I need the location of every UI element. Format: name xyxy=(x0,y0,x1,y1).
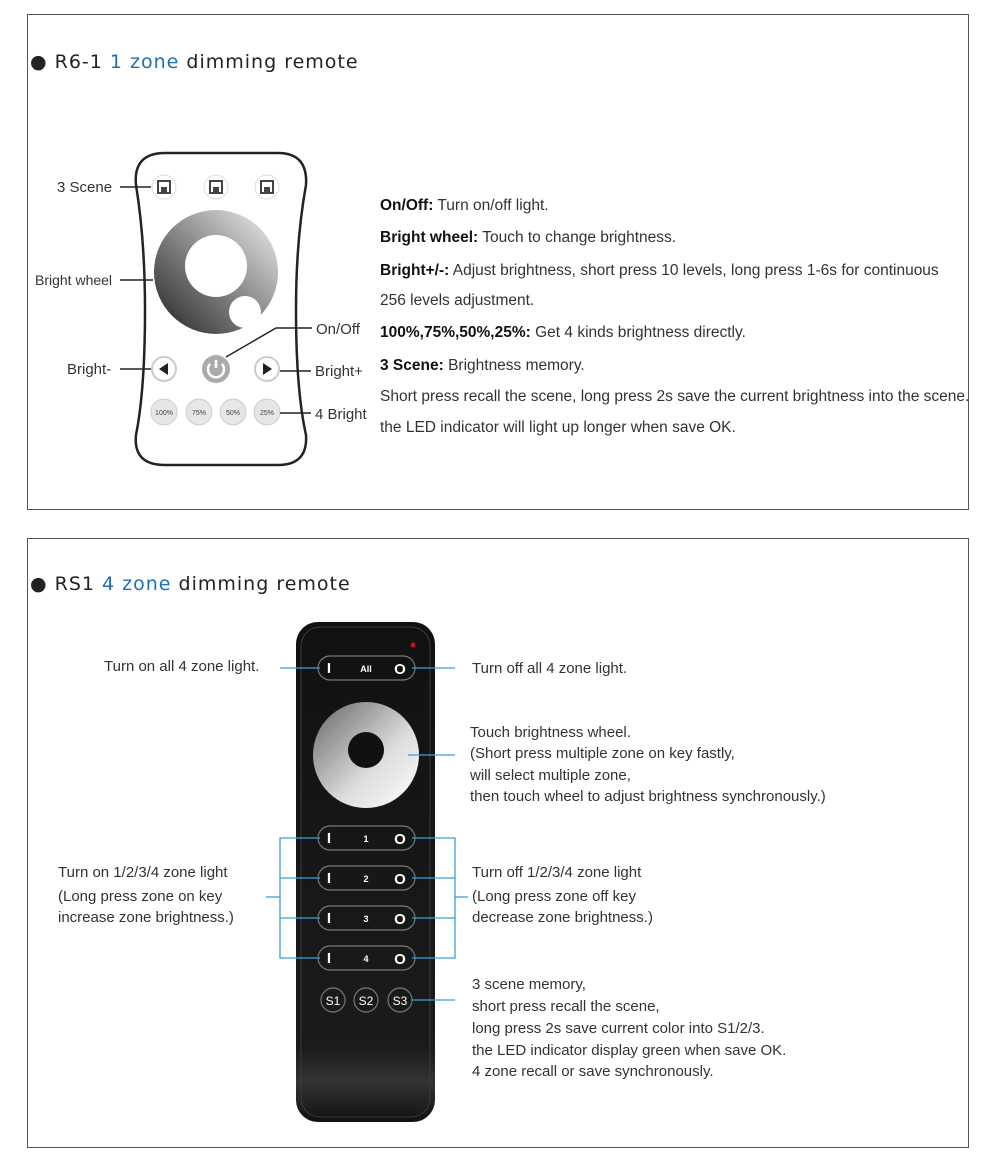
svg-text:I: I xyxy=(326,950,332,967)
led-indicator xyxy=(411,643,416,648)
label-bright-plus: Bright+ xyxy=(315,363,363,380)
power-button xyxy=(202,355,230,383)
percent-25-button: 25% xyxy=(259,410,275,417)
svg-text:I: I xyxy=(326,660,332,677)
svg-text:O: O xyxy=(394,661,406,678)
remote-rs1-body xyxy=(296,622,435,1122)
bright-plus-button xyxy=(255,357,279,381)
svg-text:O: O xyxy=(394,871,406,888)
svg-text:O: O xyxy=(394,911,406,928)
svg-text:2: 2 xyxy=(363,874,369,884)
label-3-scene: 3 Scene xyxy=(57,179,113,196)
svg-text:S1: S1 xyxy=(325,994,341,1008)
svg-text:All: All xyxy=(360,664,372,674)
svg-text:4: 4 xyxy=(363,954,369,964)
scene-button-3 xyxy=(255,175,279,199)
bright-wheel xyxy=(154,210,278,334)
svg-text:S3: S3 xyxy=(392,994,408,1008)
svg-text:S2: S2 xyxy=(358,994,374,1008)
scene-button-1 xyxy=(152,175,176,199)
svg-text:I: I xyxy=(326,830,332,847)
svg-text:I: I xyxy=(326,910,332,927)
label-4-bright: 4 Bright xyxy=(315,406,367,423)
touch-wheel xyxy=(313,702,419,808)
label-on-all: Turn on all 4 zone light. xyxy=(104,658,260,675)
percent-50-button: 50% xyxy=(225,410,241,417)
bright-minus-button xyxy=(152,357,176,381)
label-bright-minus: Bright- xyxy=(67,361,112,378)
svg-text:I: I xyxy=(326,870,332,887)
label-off-all: Turn off all 4 zone light. xyxy=(472,660,628,677)
svg-text:O: O xyxy=(394,951,406,968)
section2-title: ● RS1 4 zone dimming remote xyxy=(30,573,351,595)
percent-75-button: 75% xyxy=(191,410,207,417)
label-bright-wheel: Bright wheel xyxy=(35,272,113,288)
scene-buttons xyxy=(152,175,279,199)
section1-title: ● R6-1 1 zone dimming remote xyxy=(30,51,359,73)
scene-button-2 xyxy=(204,175,228,199)
percent-100-button: 100% xyxy=(155,410,173,417)
svg-text:3: 3 xyxy=(363,914,369,924)
svg-text:O: O xyxy=(394,831,406,848)
label-on-off: On/Off xyxy=(316,321,360,338)
svg-text:1: 1 xyxy=(363,834,369,844)
